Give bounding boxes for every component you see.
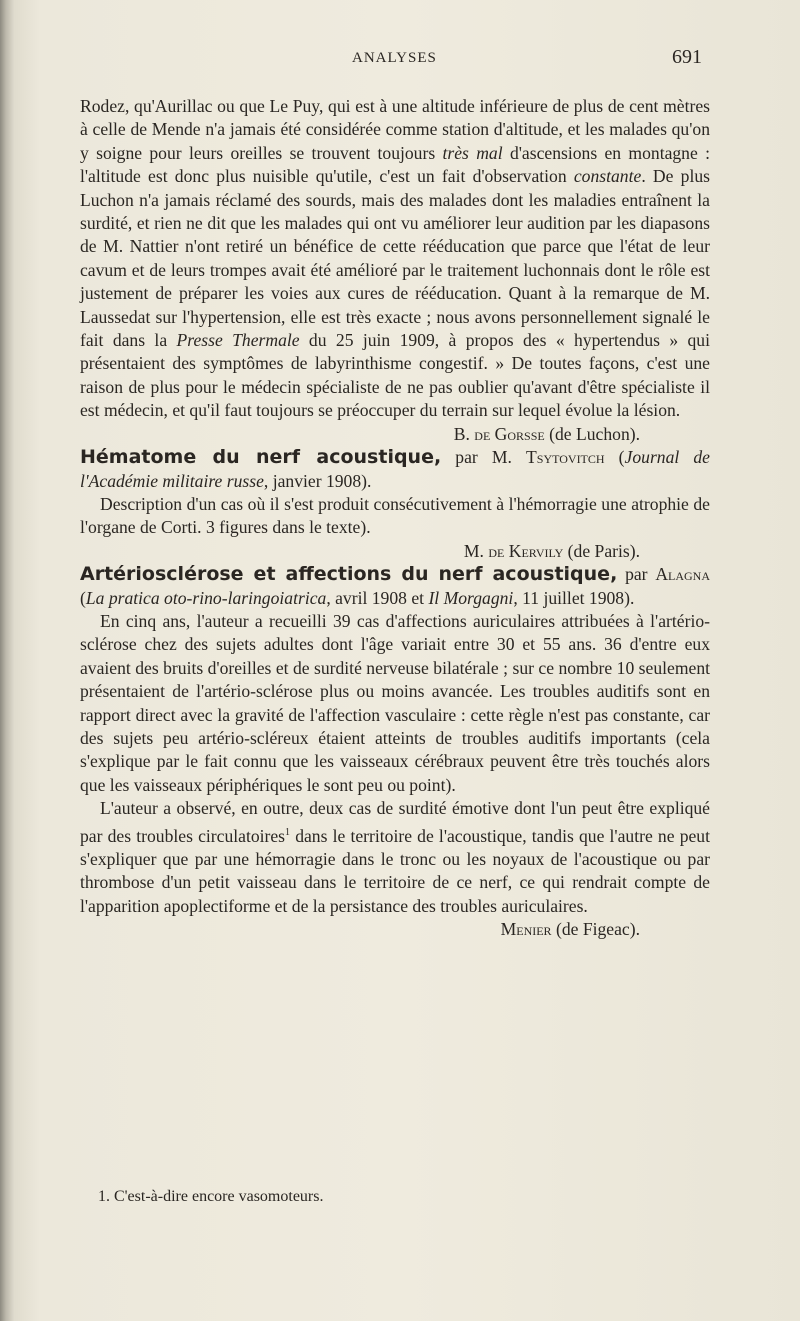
page-header <box>0 46 800 70</box>
article-body-paragraph: L'auteur a observé, en outre, deux cas de surdité émotive dont l'un peut être expliqué par des troubles circulatoires$^1$ dans le territoire de l'acoustique, tandis que l'autre ne peut s'expliquer que par une hémorragie dans le tronc ou les noyaux de l'acoustique ou par thrombose d'un petit vaisseau dans le territoire de ce nerf, ce qui rendrait compte de l'apparition apoplectiforme et de la persistance des troubles auriculaires. <box>80 798 710 916</box>
footnote-ref: 1 <box>285 826 291 838</box>
body-text <box>80 95 710 941</box>
signature-kervily: M. de Kervily (de Paris). <box>463 540 640 561</box>
signature-menier: Menier (de Figeac). <box>500 919 640 940</box>
running-title: ANALYSES <box>352 50 437 66</box>
continued-paragraph: Rodez, qu'Aurillac ou que Le Puy, qui est à une altitude inférieure de plus de cent mètres à celle de Mende n'a jamais été considérée comme station d'altitude, et les malades qu'on y soigne pour leurs oreilles se trouvent toujours très mal d'ascensions en montagne : l'altitude est donc plus nuisible qu'utile, c'est un fait d'observation constante. De plus Luchon n'a jamais réclamé des sourds, mais des malades dont les maladies entraînent la surdité, et rien ne dit que les malades qui ont vu améliorer leur audition par les diapasons de M. Nattier n'ont retiré un bénéfice de cette rééducation que parce que l'état de leur cavum et de leurs trompes avait été amélioré par le traitement luchonnais dont le rôle est justement de préparer les voies aux cures de rééducation. Quant à la remarque de M. Laussedat sur l'hypertension, elle est très exacte ; nous avons personnellement signalé le fait dans la Presse Thermale du 25 juin 1909, à propos des « hypertendus » qui présentaient des symptômes de labyrinthisme congestif. » De toutes façons, c'est une raison de plus pour le médecin spécialiste de ne pas oublier qu'avant d'être spécialiste il est médecin, et qu'il faut toujours se préoccuper du terrain sur lequel évolue la lésion. <box>80 96 711 421</box>
article-title: Artériosclérose et affections du nerf acoustique, <box>80 563 618 586</box>
article-heading-arteriosclerose: Artériosclérose et affections du nerf acoustique, par Alagna (La pratica oto-rino-laringoiatrica, avril 1908 et Il Morgagni, 11 juillet 1908). <box>80 563 711 608</box>
article-body-hematome: Description d'un cas où il s'est produit consécutivement à l'hémorragie une atrophie de l'organe de Corti. 3 figures dans le texte). <box>80 493 710 538</box>
article-heading-hematome: Hématome du nerf acoustique, par M. Tsytovitch (Journal de l'Académie militaire russe, janvier 1908). <box>80 446 710 491</box>
article-body-paragraph: En cinq ans, l'auteur a recueilli 39 cas d'affections auriculaires attribuées à l'artério-sclérose chez des sujets adultes dont l'âge variait entre 30 et 55 ans. 36 d'entre eux avaient des bruits d'oreilles et de surdité nerveuse bilatérale ; sur ce nombre 10 seulement présentaient de l'artério-sclérose plus ou moins avancée. Les troubles auditifs sont en rapport direct avec la gravité de l'affection vasculaire : cette règle n'est pas constante, car des sujets peu artério-scléreux étaient atteints de troubles auditifs importants (cela s'explique par le fait connu que les vaisseaux cérébraux peuvent être très touchés alors que les vaisseaux périphériques le sont peu ou point). <box>80 610 710 795</box>
page-number: 691 <box>672 46 702 68</box>
article-title: Hématome du nerf acoustique, <box>80 446 442 469</box>
binding-gutter <box>0 0 14 1321</box>
footnote: 1. C'est-à-dire encore vasomoteurs. <box>98 1188 324 1205</box>
signature-gorsse: B. de Gorsse (de Luchon). <box>453 423 640 444</box>
